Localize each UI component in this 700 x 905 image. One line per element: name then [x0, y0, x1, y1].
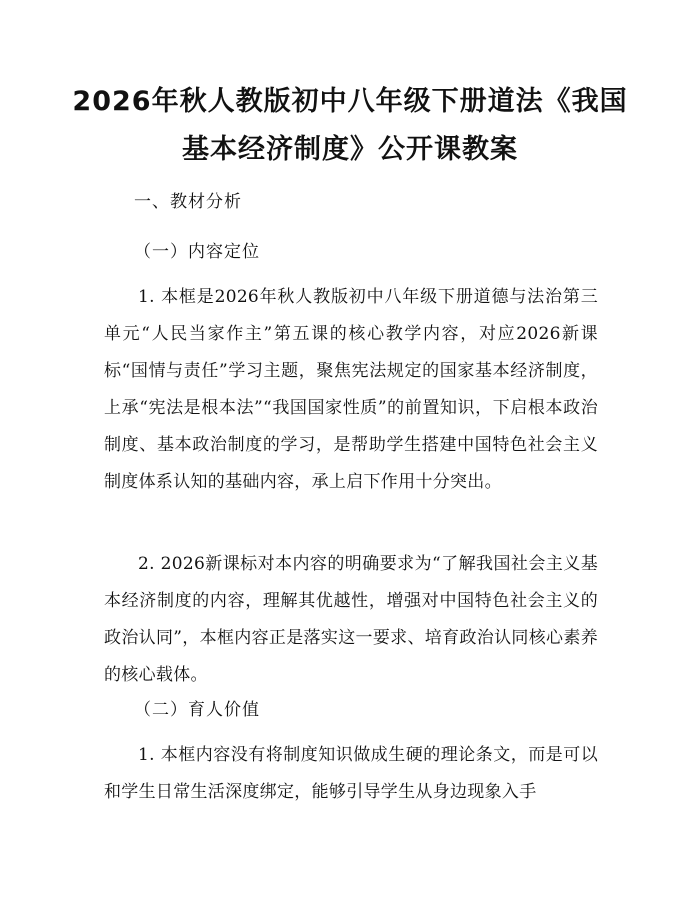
paragraph-content-positioning-1: 1. 本框是2026年秋人教版初中八年级下册道德与法治第三单元“人民当家作主”第五课的核心教学内容，对应2026新课标“国情与责任”学习主题，聚焦宪法规定的国家基本经济制度，上承“宪法是根本法”“我国国家性质”的前置知识，下启根本政治制度、基本政治制度的学习，是帮助学生搭建中国特色社会主义制度体系认知的基础内容，承上启下作用十分突出。: [104, 287, 598, 492]
paragraph-content-positioning-2: 2. 2026新课标对本内容的明确要求为“了解我国社会主义基本经济制度的内容，理解其优越性，增强对中国特色社会主义的政治认同”，本框内容正是落实这一要求、培育政治认同核心素养的核心载体。: [104, 554, 598, 685]
subsection-heading-educational-value: （二）育人价值: [134, 700, 260, 720]
document-title-line-2: 基本经济制度》公开课教案: [182, 134, 518, 165]
document-title-line-1: 2026年秋人教版初中八年级下册道法《我国: [72, 86, 628, 117]
paragraph-educational-value-1: 1. 本框内容没有将制度知识做成生硬的理论条文，而是可以和学生日常生活深度绑定，能够引导学生从身边现象入手: [104, 745, 598, 802]
section-heading-textbook-analysis: 一、教材分析: [134, 192, 242, 212]
subsection-heading-content-positioning: （一）内容定位: [134, 242, 260, 262]
